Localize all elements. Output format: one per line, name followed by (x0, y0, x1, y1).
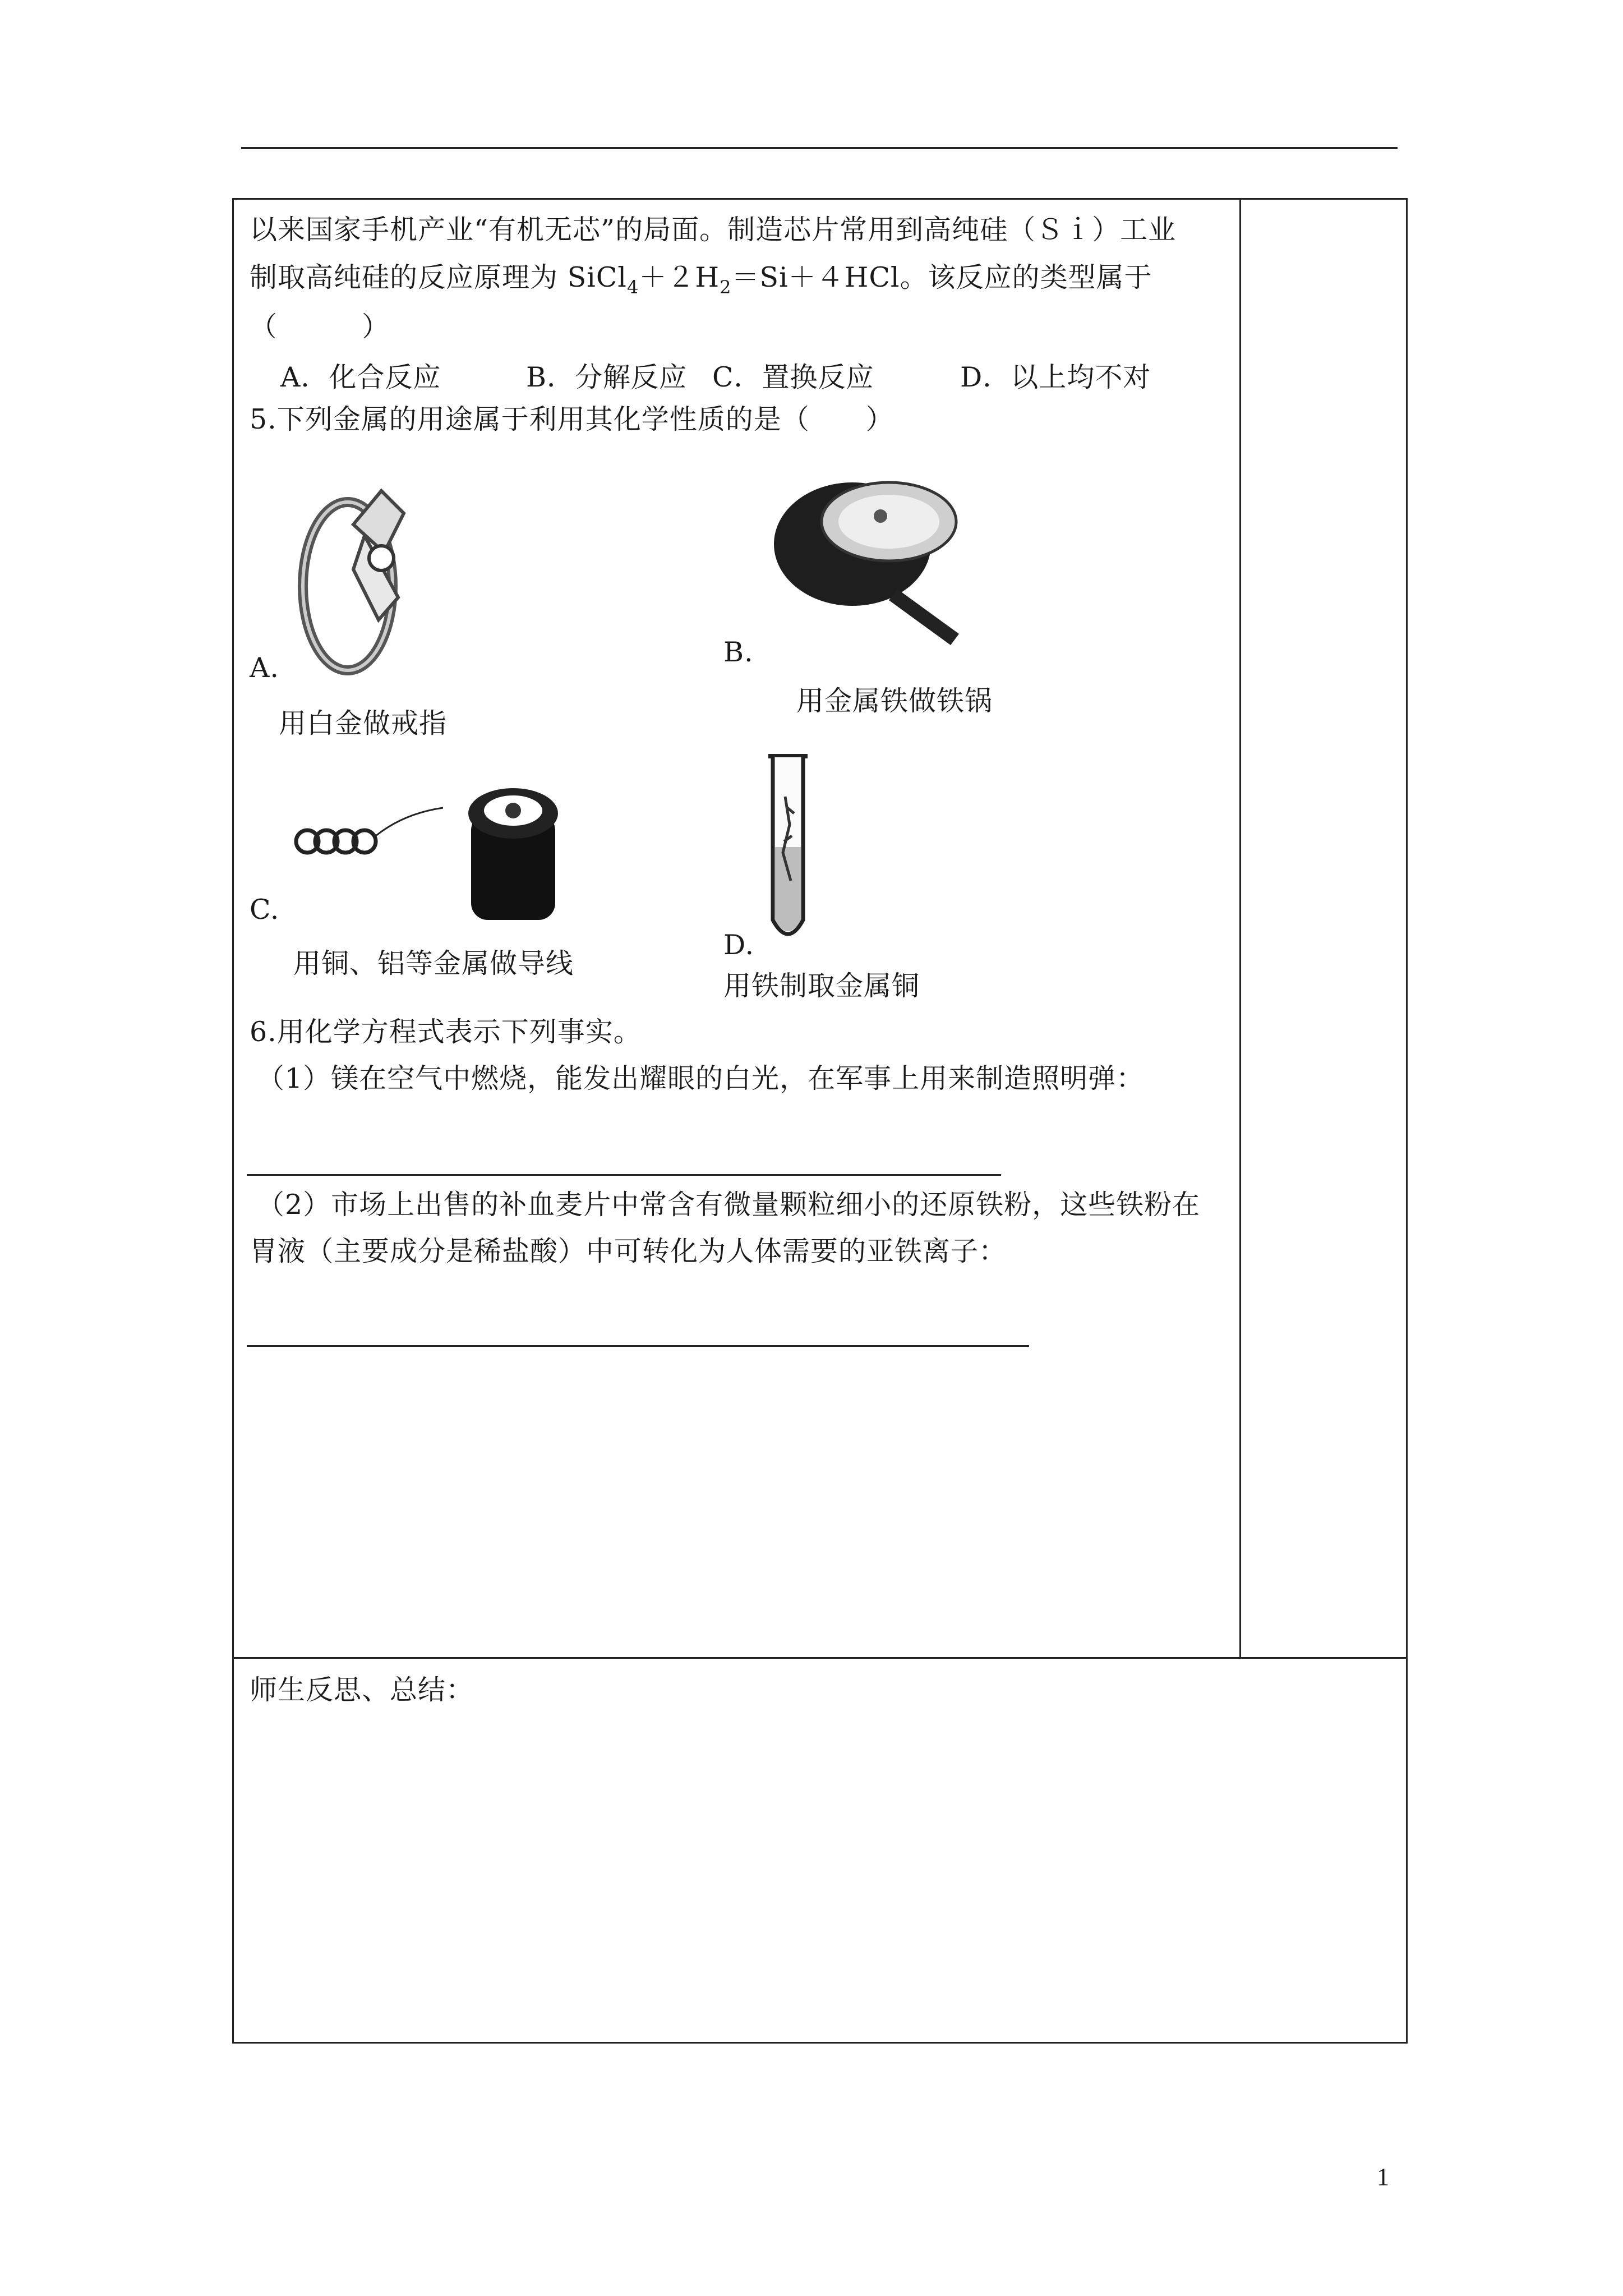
q4-line2 (250, 261, 1152, 298)
q6-part1: （1）镁在空气中燃烧，能发出耀眼的白光，在军事上用来制造照明弹： (257, 1062, 1145, 1094)
table-row-divider (232, 1657, 1408, 1659)
q6-part2-line2: 胃液（主要成分是稀盐酸）中可转化为人体需要的亚铁离子： (250, 1235, 1007, 1267)
q4-line2-mid: ＋２H (639, 261, 720, 293)
q4-option-b: B．分解反应 (526, 361, 688, 393)
q4-line2-suffix: ＝Si＋４HCl。该反应的类型属于 (731, 261, 1152, 293)
platinum-ring-image (286, 457, 432, 682)
q5-option-c-letter: C. (250, 894, 280, 926)
q4-answer-blank: （ ） (250, 311, 390, 343)
q6-part2-answer-line[interactable] (247, 1345, 1029, 1347)
q5-stem: 5.下列金属的用途属于利用其化学性质的是（ ） (250, 403, 894, 435)
q4-subscript-2: 2 (720, 277, 732, 298)
q5-option-a-letter: A. (250, 652, 279, 684)
q5-option-b-caption: 用金属铁做铁锅 (796, 685, 993, 717)
iron-pan-image (768, 477, 976, 656)
q4-option-d: D．以上均不对 (960, 361, 1151, 393)
test-tube-image (763, 752, 813, 954)
q4-line2-prefix: 制取高纯硅的反应原理为 SiCl (250, 261, 627, 293)
header-rule (241, 147, 1398, 149)
q5-option-d-letter: D. (723, 929, 755, 961)
q5-option-c-caption: 用铜、铝等金属做导线 (293, 947, 574, 979)
q6-stem: 6.用化学方程式表示下列事实。 (250, 1016, 642, 1048)
q5-option-b-letter: B. (723, 636, 754, 668)
q5-option-a-caption: 用白金做戒指 (279, 707, 448, 739)
q6-part2-line1: （2）市场上出售的补血麦片中常含有微量颗粒细小的还原铁粉，这些铁粉在 (257, 1189, 1201, 1221)
page-number: 1 (1377, 2163, 1389, 2191)
q4-subscript-4: 4 (626, 277, 639, 298)
q6-part1-answer-line[interactable] (247, 1174, 1001, 1176)
q4-line1: 以来国家手机产业“有机无芯”的局面。制造芯片常用到高纯硅（Ｓｉ）工业 (250, 214, 1177, 246)
wire-coil-image (292, 780, 606, 926)
q4-option-a: A．化合反应 (280, 361, 441, 393)
q4-option-c: C．置换反应 (712, 361, 874, 393)
q5-option-d-caption: 用铁制取金属铜 (723, 970, 920, 1002)
reflection-label: 师生反思、总结： (250, 1674, 474, 1706)
wire-spool-icon (468, 788, 558, 920)
table-column-divider (1239, 198, 1241, 1658)
